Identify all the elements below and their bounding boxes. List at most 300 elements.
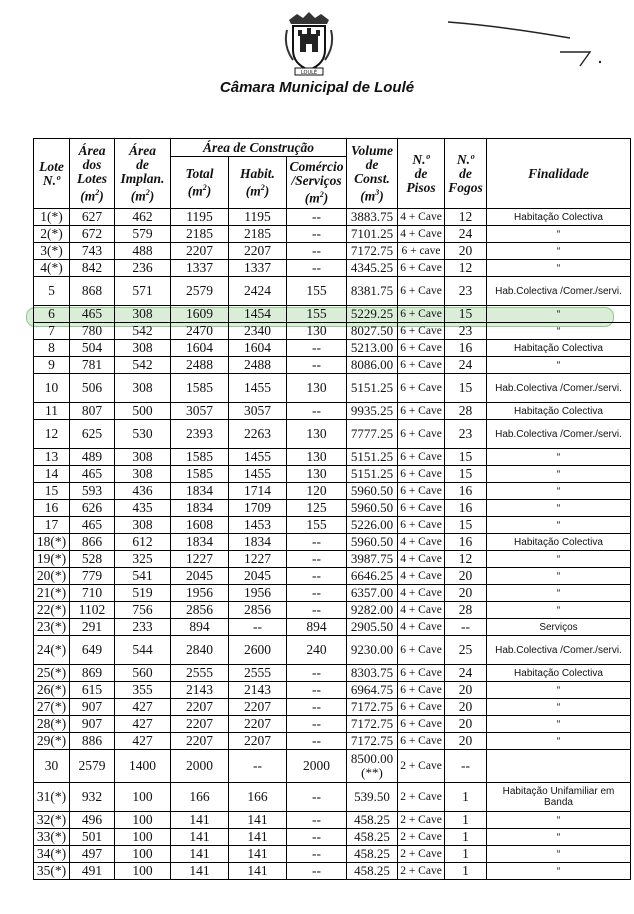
table-row [34,260,631,277]
cell-pisos: 2 + Cave [398,829,445,846]
cell-lote: 24(*) [34,636,70,665]
cell-comercio: -- [287,340,347,357]
cell-habit: 1455 [229,374,287,403]
cell-finalidade: “ [487,449,631,466]
cell-area-implan: 544 [115,636,171,665]
cell-pisos: 6 + Cave [398,403,445,420]
cell-comercio: -- [287,699,347,716]
table-row [34,585,631,602]
cell-habit: 1956 [229,585,287,602]
cell-pisos: 6 + Cave [398,374,445,403]
cell-finalidade: Hab.Colectiva /Comer./servi. [487,636,631,665]
cell-comercio: -- [287,243,347,260]
cell-total: 1956 [171,585,229,602]
cell-pisos: 6 + Cave [398,716,445,733]
cell-finalidade: “ [487,829,631,846]
header-comercio: Comércio /Serviços $(m^2)$ [287,157,347,209]
cell-total: 2207 [171,733,229,750]
cell-comercio: 155 [287,277,347,306]
cell-comercio: -- [287,226,347,243]
cell-comercio: -- [287,812,347,829]
cell-volume: 5151.25 [347,466,398,483]
cell-lote: 27(*) [34,699,70,716]
cell-finalidade: “ [487,733,631,750]
cell-area-lotes: 528 [70,551,115,568]
cell-area-implan: 236 [115,260,171,277]
header-area-construcao: Área de Construção [171,139,347,157]
cell-lote: 31(*) [34,783,70,812]
cell-volume: 2905.50 [347,619,398,636]
cell-volume: 8086.00 [347,357,398,374]
table-row [34,716,631,733]
cell-area-lotes: 615 [70,682,115,699]
cell-fogos: 16 [445,483,487,500]
cell-habit: 2207 [229,243,287,260]
table-row [34,619,631,636]
table-row [34,403,631,420]
table-row [34,812,631,829]
cell-volume: 7172.75 [347,716,398,733]
cell-total: 141 [171,846,229,863]
cell-volume: 8027.50 [347,323,398,340]
cell-area-implan: 427 [115,699,171,716]
table-row [34,420,631,449]
cell-habit: 2424 [229,277,287,306]
cell-habit: 2207 [229,716,287,733]
cell-fogos: 24 [445,226,487,243]
cell-habit: 1195 [229,209,287,226]
cell-total: 2488 [171,357,229,374]
cell-comercio: -- [287,551,347,568]
cell-total: 2393 [171,420,229,449]
cell-comercio: 130 [287,466,347,483]
cell-total: 1227 [171,551,229,568]
cell-area-implan: 560 [115,665,171,682]
cell-fogos: 15 [445,306,487,323]
cell-pisos: 6 + Cave [398,323,445,340]
cell-total: 1585 [171,449,229,466]
cell-pisos: 2 + Cave [398,750,445,783]
cell-finalidade: Hab.Colectiva /Comer./servi. [487,277,631,306]
cell-habit: 2207 [229,733,287,750]
cell-finalidade: “ [487,357,631,374]
table-row [34,226,631,243]
cell-volume: 9230.00 [347,636,398,665]
cell-area-implan: 1400 [115,750,171,783]
cell-area-implan: 612 [115,534,171,551]
cell-habit: 141 [229,829,287,846]
cell-pisos: 6 + Cave [398,466,445,483]
cell-pisos: 4 + Cave [398,226,445,243]
cell-total: 1609 [171,306,229,323]
table-row [34,829,631,846]
cell-volume: 3987.75 [347,551,398,568]
cell-lote: 23(*) [34,619,70,636]
cell-habit: 2045 [229,568,287,585]
cell-lote: 3(*) [34,243,70,260]
cell-volume: 5226.00 [347,517,398,534]
cell-pisos: 4 + Cave [398,568,445,585]
cell-volume: 3883.75 [347,209,398,226]
cell-fogos: 16 [445,534,487,551]
cell-comercio: 2000 [287,750,347,783]
cell-fogos: 16 [445,340,487,357]
cell-pisos: 2 + Cave [398,812,445,829]
cell-habit: 1834 [229,534,287,551]
cell-area-implan: 530 [115,420,171,449]
cell-lote: 16 [34,500,70,517]
cell-area-lotes: 593 [70,483,115,500]
header-volume: Volume de Const. $(m^3)$ [347,139,398,209]
cell-lote: 33(*) [34,829,70,846]
cell-volume: 5213.00 [347,340,398,357]
cell-lote: 10 [34,374,70,403]
lots-table [33,138,631,880]
cell-fogos: 1 [445,846,487,863]
table-row [34,500,631,517]
table-row [34,374,631,403]
cell-habit: 1337 [229,260,287,277]
cell-habit: 2340 [229,323,287,340]
header-finalidade: Finalidade [487,139,631,209]
table-row [34,323,631,340]
cell-finalidade: “ [487,243,631,260]
cell-area-lotes: 291 [70,619,115,636]
cell-comercio: -- [287,863,347,880]
cell-comercio: -- [287,716,347,733]
cell-fogos: 16 [445,500,487,517]
cell-pisos: 6 + cave [398,243,445,260]
cell-area-implan: 100 [115,829,171,846]
cell-lote: 13 [34,449,70,466]
cell-volume: 7172.75 [347,733,398,750]
cell-volume: 5960.50 [347,534,398,551]
cell-fogos: 20 [445,682,487,699]
table-row [34,534,631,551]
cell-area-implan: 100 [115,863,171,880]
cell-volume: 6964.75 [347,682,398,699]
cell-finalidade: “ [487,323,631,340]
cell-lote: 25(*) [34,665,70,682]
cell-volume: 5229.25 [347,306,398,323]
cell-area-lotes: 649 [70,636,115,665]
cell-finalidade: Habitação Colectiva [487,340,631,357]
cell-total: 2470 [171,323,229,340]
cell-total: 1585 [171,466,229,483]
cell-area-implan: 355 [115,682,171,699]
cell-fogos: 24 [445,665,487,682]
cell-habit: 166 [229,783,287,812]
cell-pisos: 6 + Cave [398,733,445,750]
cell-habit: 2207 [229,699,287,716]
cell-area-lotes: 869 [70,665,115,682]
cell-habit: -- [229,619,287,636]
cell-total: 1834 [171,534,229,551]
cell-volume: 458.25 [347,812,398,829]
cell-finalidade: Habitação Unifamiliar em Banda [487,783,631,812]
cell-total: 2207 [171,243,229,260]
cell-pisos: 6 + Cave [398,500,445,517]
cell-fogos: 15 [445,374,487,403]
cell-total: 2185 [171,226,229,243]
cell-lote: 7 [34,323,70,340]
cell-area-lotes: 491 [70,863,115,880]
cell-habit: 1709 [229,500,287,517]
cell-pisos: 4 + Cave [398,534,445,551]
cell-lote: 4(*) [34,260,70,277]
cell-habit: 1604 [229,340,287,357]
cell-area-lotes: 807 [70,403,115,420]
cell-fogos: 1 [445,783,487,812]
cell-comercio: 130 [287,374,347,403]
cell-comercio: -- [287,733,347,750]
cell-finalidade: “ [487,812,631,829]
cell-area-implan: 100 [115,846,171,863]
cell-area-lotes: 886 [70,733,115,750]
cell-volume: 7101.25 [347,226,398,243]
cell-pisos: 6 + Cave [398,340,445,357]
cell-pisos: 6 + Cave [398,699,445,716]
cell-finalidade: “ [487,226,631,243]
table-row [34,483,631,500]
table-row [34,209,631,226]
cell-finalidade: Serviços [487,619,631,636]
cell-area-implan: 325 [115,551,171,568]
cell-lote: 5 [34,277,70,306]
cell-pisos: 6 + Cave [398,420,445,449]
cell-habit: 2185 [229,226,287,243]
cell-fogos: 23 [445,420,487,449]
header-total: Total $(m^2)$ [171,157,229,209]
cell-habit: 2600 [229,636,287,665]
cell-habit: 1454 [229,306,287,323]
cell-fogos: 1 [445,812,487,829]
cell-pisos: 4 + Cave [398,585,445,602]
cell-total: 2045 [171,568,229,585]
cell-volume: 8303.75 [347,665,398,682]
cell-area-implan: 519 [115,585,171,602]
cell-comercio: -- [287,846,347,863]
cell-total: 141 [171,829,229,846]
municipal-crest-icon [283,10,335,76]
cell-volume: 9935.25 [347,403,398,420]
cell-fogos: 25 [445,636,487,665]
cell-fogos: 24 [445,357,487,374]
cell-area-lotes: 465 [70,306,115,323]
cell-area-lotes: 625 [70,420,115,449]
header-habit: Habit. $(m^2)$ [229,157,287,209]
cell-finalidade: “ [487,846,631,863]
cell-comercio: 894 [287,619,347,636]
cell-habit: 141 [229,846,287,863]
cell-comercio: 130 [287,420,347,449]
cell-comercio: 125 [287,500,347,517]
cell-pisos: 6 + Cave [398,665,445,682]
cell-pisos: 6 + Cave [398,636,445,665]
cell-total: 1585 [171,374,229,403]
cell-finalidade: Habitação Colectiva [487,403,631,420]
cell-lote: 17 [34,517,70,534]
cell-area-lotes: 932 [70,783,115,812]
cell-fogos: 1 [445,829,487,846]
cell-pisos: 6 + Cave [398,517,445,534]
header-pisos: N.º de Pisos [398,139,445,209]
cell-total: 894 [171,619,229,636]
cell-volume: 5960.50 [347,483,398,500]
cell-pisos: 6 + Cave [398,260,445,277]
cell-comercio: -- [287,602,347,619]
cell-area-lotes: 907 [70,716,115,733]
cell-comercio: -- [287,783,347,812]
cell-area-lotes: 626 [70,500,115,517]
cell-comercio: -- [287,357,347,374]
cell-fogos: 20 [445,716,487,733]
cell-total: 1604 [171,340,229,357]
cell-habit: 2143 [229,682,287,699]
cell-volume: 8500.00 (**) [347,750,398,783]
cell-total: 141 [171,812,229,829]
cell-lote: 29(*) [34,733,70,750]
cell-total: 2555 [171,665,229,682]
cell-area-implan: 308 [115,517,171,534]
cell-finalidade: “ [487,568,631,585]
cell-volume: 9282.00 [347,602,398,619]
cell-pisos: 2 + Cave [398,863,445,880]
cell-area-lotes: 907 [70,699,115,716]
cell-finalidade: “ [487,500,631,517]
table-row [34,517,631,534]
cell-pisos: 6 + Cave [398,306,445,323]
cell-area-implan: 541 [115,568,171,585]
cell-finalidade: “ [487,551,631,568]
cell-lote: 6 [34,306,70,323]
header-area-lotes: Área dos Lotes $(m^2)$ [70,139,115,209]
cell-total: 2143 [171,682,229,699]
cell-area-lotes: 627 [70,209,115,226]
cell-area-implan: 308 [115,340,171,357]
cell-area-implan: 308 [115,374,171,403]
handwritten-mark-icon [440,12,630,67]
cell-pisos: 6 + Cave [398,277,445,306]
cell-lote: 22(*) [34,602,70,619]
cell-area-implan: 308 [115,466,171,483]
cell-area-implan: 488 [115,243,171,260]
cell-finalidade: Hab.Colectiva /Comer./servi. [487,420,631,449]
cell-volume: 458.25 [347,829,398,846]
cell-area-lotes: 465 [70,466,115,483]
table-row [34,783,631,812]
table-row [34,602,631,619]
cell-area-implan: 233 [115,619,171,636]
table-row [34,568,631,585]
cell-habit: 1714 [229,483,287,500]
cell-volume: 7172.75 [347,699,398,716]
cell-pisos: 6 + Cave [398,357,445,374]
cell-comercio: -- [287,260,347,277]
cell-fogos: -- [445,750,487,783]
table-row [34,665,631,682]
cell-comercio: -- [287,403,347,420]
cell-total: 2000 [171,750,229,783]
svg-text:LOULÉ: LOULÉ [300,70,318,76]
cell-comercio: 130 [287,323,347,340]
cell-lote: 8 [34,340,70,357]
table-row [34,449,631,466]
cell-volume: 458.25 [347,846,398,863]
cell-lote: 32(*) [34,812,70,829]
cell-comercio: 240 [287,636,347,665]
cell-area-lotes: 866 [70,534,115,551]
cell-area-implan: 500 [115,403,171,420]
cell-area-lotes: 489 [70,449,115,466]
cell-lote: 35(*) [34,863,70,880]
table-row [34,277,631,306]
cell-area-lotes: 2579 [70,750,115,783]
page-title: Câmara Municipal de Loulé [219,79,415,96]
cell-finalidade [487,750,631,783]
cell-volume: 8381.75 [347,277,398,306]
header-area-implan: Área de Implan. $(m^2)$ [115,139,171,209]
table-row [34,863,631,880]
cell-finalidade: “ [487,682,631,699]
cell-finalidade: “ [487,483,631,500]
cell-habit: 1453 [229,517,287,534]
cell-area-implan: 436 [115,483,171,500]
cell-area-implan: 542 [115,357,171,374]
cell-fogos: 15 [445,517,487,534]
cell-lote: 18(*) [34,534,70,551]
cell-finalidade: “ [487,260,631,277]
cell-area-lotes: 672 [70,226,115,243]
cell-total: 141 [171,863,229,880]
table-row [34,466,631,483]
cell-total: 2856 [171,602,229,619]
cell-area-implan: 435 [115,500,171,517]
table-row [34,357,631,374]
cell-finalidade: “ [487,585,631,602]
cell-area-implan: 571 [115,277,171,306]
cell-fogos: 28 [445,602,487,619]
cell-area-lotes: 465 [70,517,115,534]
cell-finalidade: Habitação Colectiva [487,534,631,551]
table-row [34,750,631,783]
header-fogos: N.º de Fogos [445,139,487,209]
cell-finalidade: Habitação Colectiva [487,665,631,682]
cell-habit: 1455 [229,449,287,466]
cell-comercio: -- [287,665,347,682]
cell-fogos: 20 [445,585,487,602]
cell-comercio: -- [287,534,347,551]
cell-comercio: -- [287,682,347,699]
cell-comercio: 130 [287,449,347,466]
cell-habit: 2555 [229,665,287,682]
cell-area-implan: 427 [115,733,171,750]
cell-lote: 9 [34,357,70,374]
cell-habit: 2856 [229,602,287,619]
cell-fogos: 12 [445,209,487,226]
cell-finalidade: “ [487,699,631,716]
cell-pisos: 2 + Cave [398,783,445,812]
cell-total: 2579 [171,277,229,306]
cell-total: 1834 [171,483,229,500]
cell-total: 2207 [171,699,229,716]
cell-volume: 458.25 [347,863,398,880]
cell-lote: 19(*) [34,551,70,568]
cell-area-implan: 308 [115,306,171,323]
cell-lote: 14 [34,466,70,483]
table-row [34,699,631,716]
header-lote: Lote N.º [34,139,70,209]
